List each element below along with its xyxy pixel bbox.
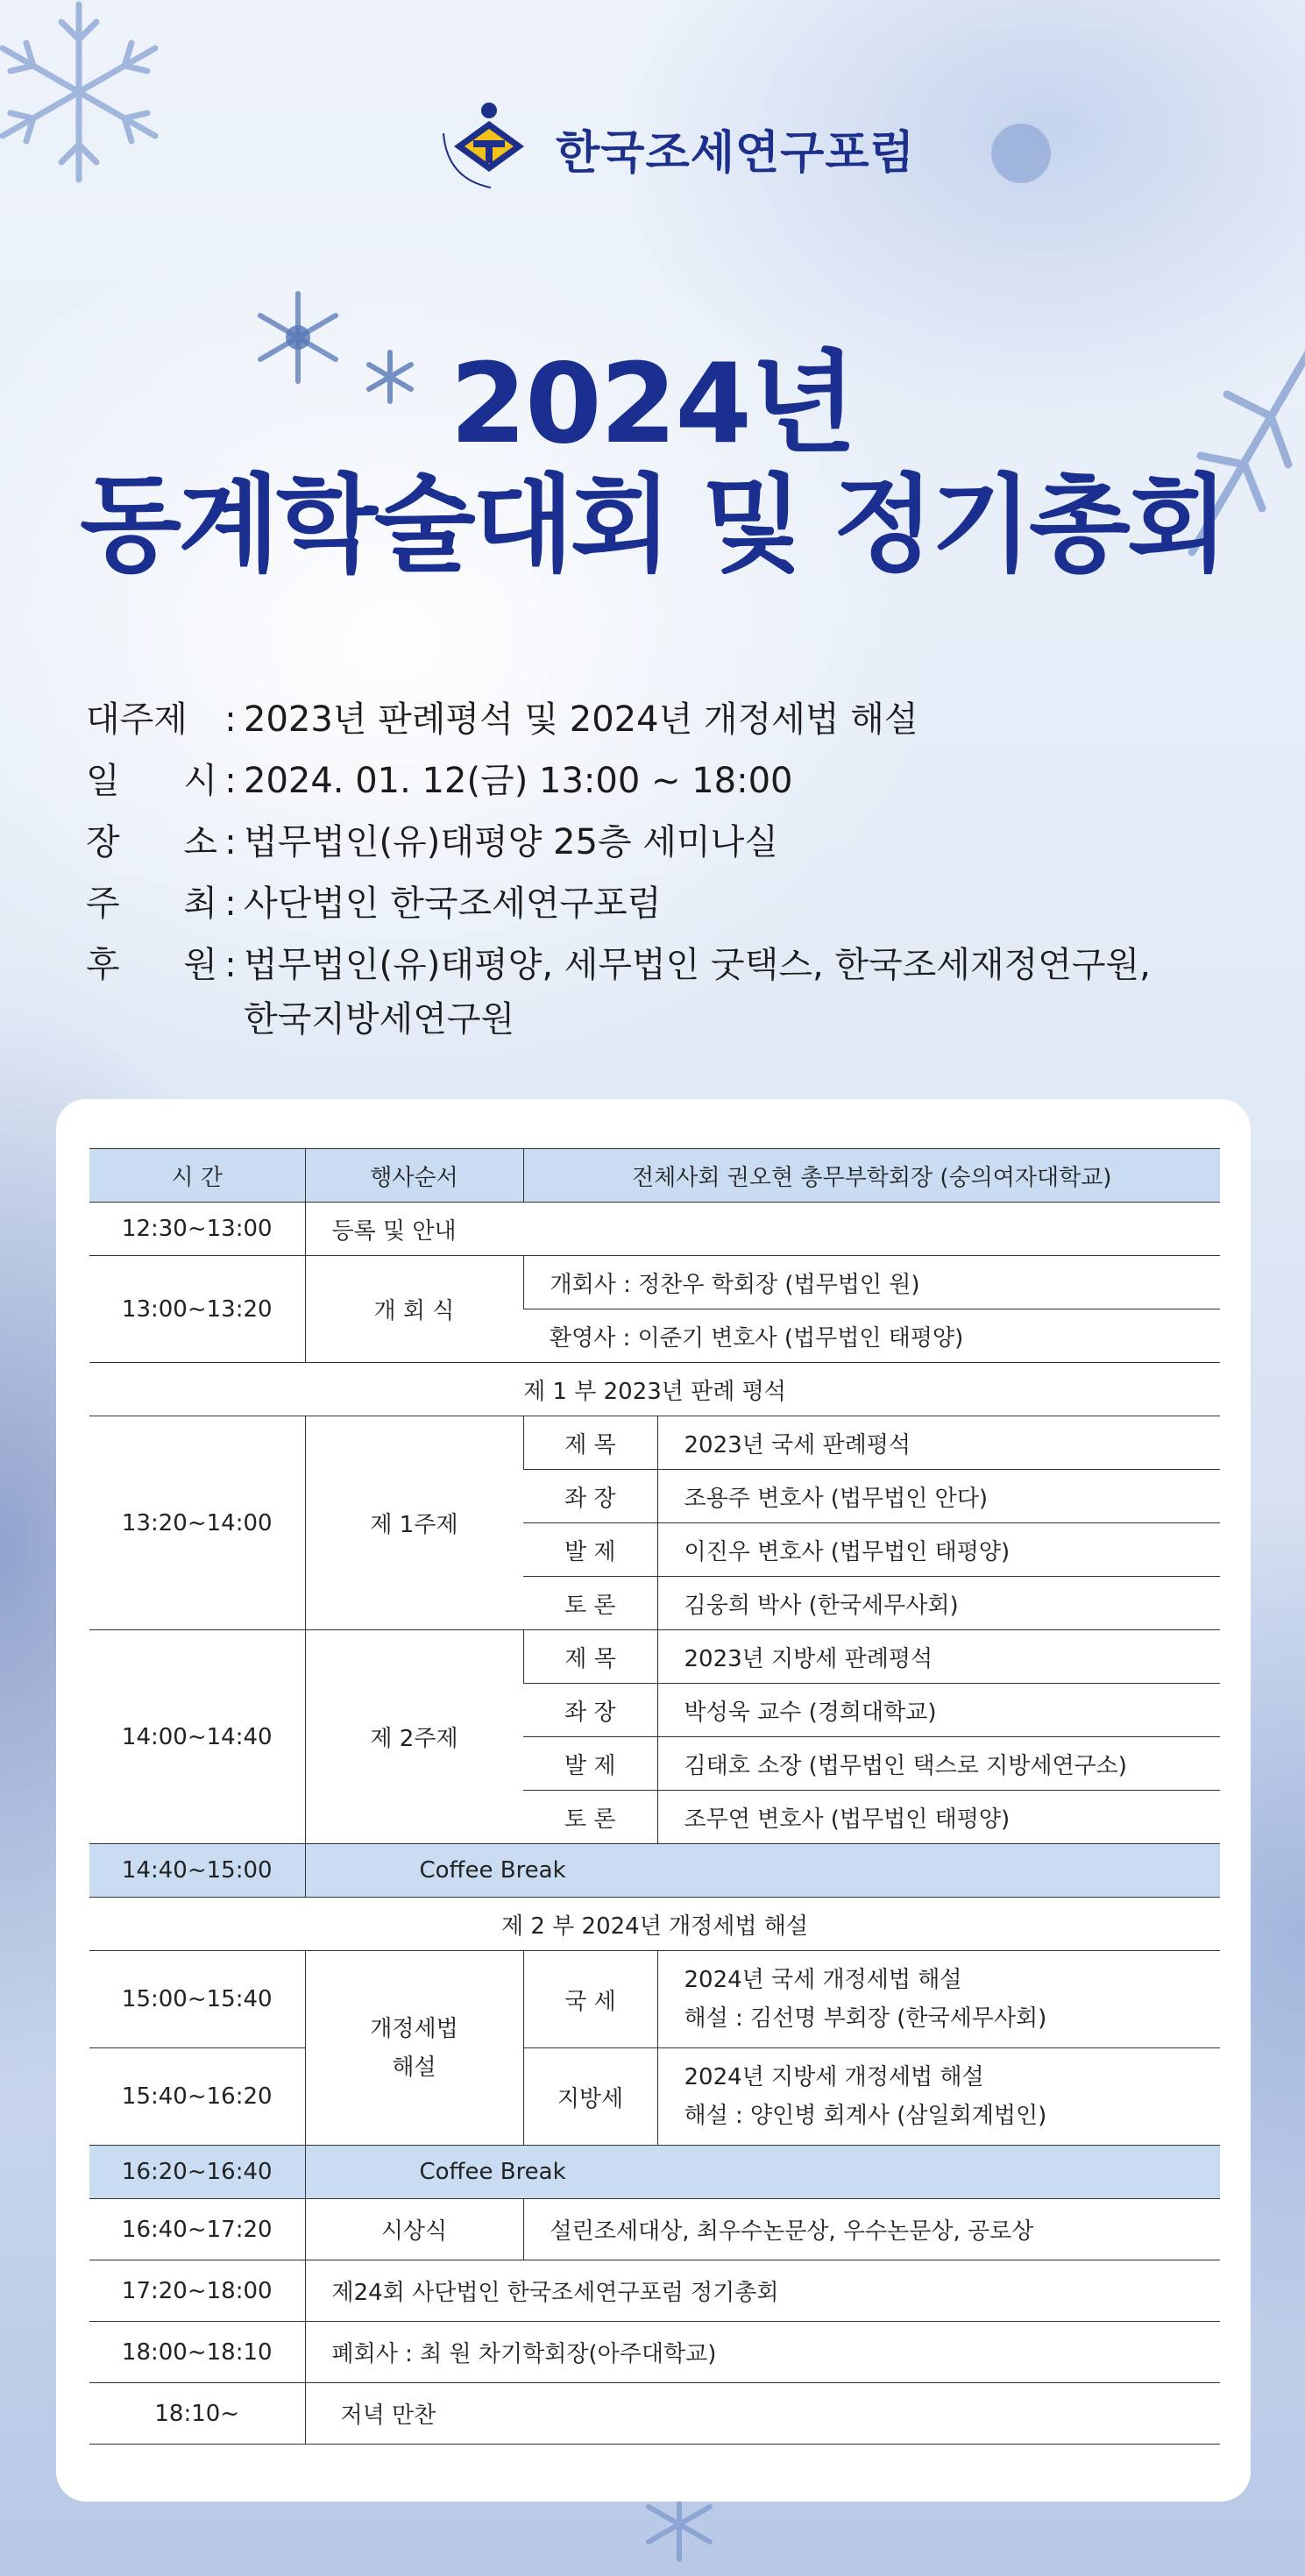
forum-logo bbox=[428, 98, 915, 195]
header-moderator: 전체사회 권오현 총무부학회장 (숭의여자대학교) bbox=[523, 1149, 1220, 1203]
event-info bbox=[86, 689, 1243, 1047]
info-value: 2024. 01. 12(금) 13:00 ~ 18:00 bbox=[244, 761, 793, 801]
table-row: 좌 장 박성욱 교수 (경희대학교) bbox=[89, 1684, 1220, 1737]
forum-name: 한국조세연구포럼 bbox=[556, 127, 915, 180]
section-row bbox=[89, 1898, 1220, 1951]
info-host: 주 최 : 사단법인 한국조세연구포럼 bbox=[86, 873, 1243, 934]
info-value: 사단법인 한국조세연구포럼 bbox=[244, 884, 662, 924]
info-datetime: 일 시 : 2024. 01. 12(금) 13:00 ~ 18:00 bbox=[86, 750, 1243, 812]
table-row: 토 론 조무연 변호사 (법무법인 태평양) bbox=[89, 1791, 1220, 1844]
snowflake-icon bbox=[0, 0, 175, 193]
table-row: 환영사 : 이준기 변호사 (법무법인 태평양) bbox=[89, 1309, 1220, 1363]
schedule-card bbox=[56, 1099, 1251, 2501]
info-value: 2023년 판례평석 및 2024년 개정세법 해설 bbox=[244, 699, 918, 740]
info-label: 후 원 bbox=[86, 945, 217, 985]
info-value: 법무법인(유)태평양 25층 세미나실 bbox=[244, 822, 778, 862]
table-row: 15:00~15:40 개정세법 해설 국 세 2024년 국세 개정세법 해설 해설 : 김선명 부회장 (한국세무사회) bbox=[89, 1951, 1220, 2048]
info-label: 주 최 bbox=[86, 884, 217, 924]
event-main-title: 동계학술대회 및 정기총회 bbox=[80, 465, 1225, 586]
info-venue: 장 소 : 법무법인(유)태평양 25층 세미나실 bbox=[86, 812, 1243, 873]
header-time: 시 간 bbox=[89, 1149, 305, 1203]
table-row: 18:10~ 저녁 만찬 bbox=[89, 2383, 1220, 2445]
info-label: 일 시 bbox=[86, 761, 217, 801]
snowflake-icon bbox=[977, 110, 1065, 197]
section-row bbox=[89, 1363, 1220, 1416]
table-row: 12:30~13:00 등록 및 안내 bbox=[89, 1203, 1220, 1256]
part1-title: 제 1 부 2023년 판례 평석 bbox=[89, 1363, 1220, 1416]
table-row: 17:20~18:00 제24회 사단법인 한국조세연구포럼 정기총회 bbox=[89, 2260, 1220, 2322]
forum-emblem-icon bbox=[428, 98, 550, 195]
table-row: 18:00~18:10 폐회사 : 최 원 차기학회장(아주대학교) bbox=[89, 2322, 1220, 2383]
event-year-title: 2024년 bbox=[450, 339, 855, 468]
table-row: 좌 장 조용주 변호사 (법무법인 안다) bbox=[89, 1470, 1220, 1523]
table-row: 16:40~17:20 시상식 설린조세대상, 최우수논문상, 우수논문상, 공로상 bbox=[89, 2199, 1220, 2260]
header-program: 행사순서 bbox=[305, 1149, 523, 1203]
table-row: 15:40~16:20 지방세 2024년 지방세 개정세법 해설 해설 : 양인병 회계사 (삼일회계법인) bbox=[89, 2048, 1220, 2146]
coffee-break-row: 16:20~16:40 Coffee Break bbox=[89, 2146, 1220, 2199]
info-value: 법무법인(유)태평양, 세무법인 굿택스, 한국조세재정연구원, 한국지방세연구원 bbox=[244, 945, 1151, 1040]
table-row: 13:20~14:00 제 1주제 제 목 2023년 국세 판례평석 bbox=[89, 1416, 1220, 1470]
info-label: 대주제 bbox=[86, 699, 188, 740]
schedule-table bbox=[89, 1148, 1220, 2445]
table-header-row bbox=[89, 1149, 1220, 1203]
info-sponsors: 후 원 : 법무법인(유)태평양, 세무법인 굿택스, 한국조세재정연구원, 한국지방세연구원 bbox=[86, 934, 1243, 1047]
info-theme: 대주제 : 2023년 판례평석 및 2024년 개정세법 해설 bbox=[86, 689, 1243, 750]
table-row: 13:00~13:20 개 회 식 개회사 : 정찬우 학회장 (법무법인 원) bbox=[89, 1256, 1220, 1309]
info-label: 장 소 bbox=[86, 822, 217, 862]
table-row: 발 제 이진우 변호사 (법무법인 태평양) bbox=[89, 1523, 1220, 1577]
table-row: 14:00~14:40 제 2주제 제 목 2023년 지방세 판례평석 bbox=[89, 1630, 1220, 1684]
part2-title: 제 2 부 2024년 개정세법 해설 bbox=[89, 1898, 1220, 1951]
table-row: 토 론 김웅희 박사 (한국세무사회) bbox=[89, 1577, 1220, 1630]
coffee-break-row: 14:40~15:00 Coffee Break bbox=[89, 1844, 1220, 1898]
table-row: 발 제 김태호 소장 (법무법인 택스로 지방세연구소) bbox=[89, 1737, 1220, 1791]
